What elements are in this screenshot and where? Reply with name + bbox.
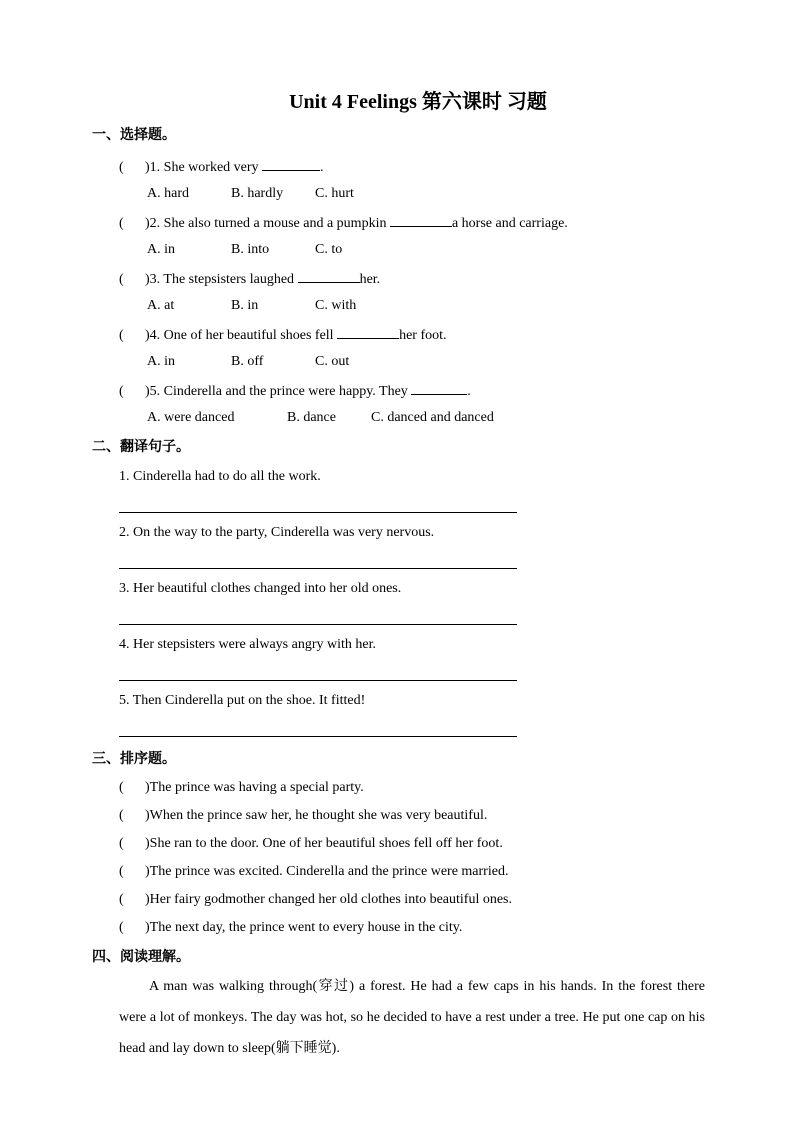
option-a: A. at: [147, 298, 175, 313]
order-item-text: When the prince saw her, he thought she was very beautiful.: [149, 808, 488, 823]
option-c: C. hurt: [315, 186, 354, 201]
translate-sentence-5: 5. Then Cinderella put on the shoe. It fitted!: [119, 693, 366, 708]
question-text-end: a horse and carriage.: [451, 216, 568, 231]
answer-paren-close: ): [145, 216, 150, 231]
answer-blank[interactable]: [262, 158, 320, 171]
answer-paren-close: ): [145, 892, 150, 907]
order-item-3: [119, 836, 503, 852]
answer-line[interactable]: [119, 568, 517, 569]
question-text-end: her.: [359, 272, 381, 287]
question-text-end: .: [467, 384, 471, 399]
answer-paren-open: (: [119, 384, 124, 399]
option-a: A. in: [147, 242, 175, 257]
answer-paren-open: (: [119, 864, 124, 879]
option-c: C. to: [315, 242, 343, 257]
answer-blank[interactable]: [411, 382, 467, 395]
answer-paren-open: (: [119, 216, 124, 231]
mc-question-2: [119, 214, 568, 232]
answer-paren-open: (: [119, 808, 124, 823]
answer-paren-open: (: [119, 780, 124, 795]
option-c: C. with: [315, 298, 357, 313]
mc-question-5: [119, 382, 471, 400]
mc-question-4: [119, 326, 447, 344]
mc-question-3: [119, 270, 380, 288]
section-3-heading: 三、排序题。: [92, 752, 176, 767]
answer-paren-close: ): [145, 780, 150, 795]
question-text-end: .: [320, 160, 324, 175]
answer-paren-close: ): [145, 864, 150, 879]
option-a: A. in: [147, 354, 175, 369]
answer-paren-close: ): [145, 272, 150, 287]
passage-paragraph: A man was walking through(穿过) a forest. He had a few caps in his hands. In the forest there were a lot of monkeys. The day was hot, so he decided to have a rest under a tree. He put one cap on his head and lay down to sleep(躺下睡觉).: [119, 979, 705, 1056]
option-a: A. were danced: [147, 410, 235, 425]
mc-question-1: [119, 158, 324, 176]
answer-paren-close: ): [145, 328, 150, 343]
question-text: 2. She also turned a mouse and a pumpkin: [149, 216, 390, 231]
translate-sentence-3: 3. Her beautiful clothes changed into her old ones.: [119, 581, 402, 596]
answer-paren-open: (: [119, 836, 124, 851]
answer-line[interactable]: [119, 680, 517, 681]
question-text: 3. The stepsisters laughed: [149, 272, 298, 287]
answer-line[interactable]: [119, 624, 517, 625]
answer-blank[interactable]: [337, 326, 399, 339]
answer-paren-close: ): [145, 808, 150, 823]
order-item-2: [119, 808, 487, 824]
answer-line[interactable]: [119, 736, 517, 737]
answer-paren-open: (: [119, 160, 124, 175]
order-item-4: [119, 864, 508, 880]
order-item-1: [119, 780, 364, 796]
answer-paren-open: (: [119, 920, 124, 935]
page-title: Unit 4 Feelings 第六课时 习题: [289, 91, 547, 113]
answer-paren-close: ): [145, 384, 150, 399]
answer-paren-open: (: [119, 892, 124, 907]
order-item-text: She ran to the door. One of her beautiful shoes fell off her foot.: [149, 836, 503, 851]
answer-paren-close: ): [145, 920, 150, 935]
question-text: 1. She worked very: [149, 160, 263, 175]
option-b: B. hardly: [231, 186, 284, 201]
order-item-6: [119, 920, 462, 936]
answer-blank[interactable]: [298, 270, 360, 283]
section-2-heading: 二、翻译句子。: [92, 440, 190, 455]
section-4-heading: 四、阅读理解。: [92, 950, 190, 965]
answer-blank[interactable]: [390, 214, 452, 227]
order-item-text: The prince was excited. Cinderella and the prince were married.: [149, 864, 509, 879]
question-text: 4. One of her beautiful shoes fell: [149, 328, 338, 343]
translate-sentence-2: 2. On the way to the party, Cinderella was very nervous.: [119, 525, 435, 540]
translate-sentence-1: 1. Cinderella had to do all the work.: [119, 469, 321, 484]
option-c: C. danced and danced: [371, 410, 494, 425]
answer-paren-close: ): [145, 160, 150, 175]
order-item-text: The prince was having a special party.: [149, 780, 364, 795]
answer-line[interactable]: [119, 512, 517, 513]
section-1-heading: 一、选择题。: [92, 128, 176, 143]
translate-sentence-4: 4. Her stepsisters were always angry with her.: [119, 637, 376, 652]
answer-paren-open: (: [119, 328, 124, 343]
order-item-text: Her fairy godmother changed her old clothes into beautiful ones.: [149, 892, 513, 907]
question-text: 5. Cinderella and the prince were happy. They: [149, 384, 412, 399]
option-b: B. off: [231, 354, 264, 369]
answer-paren-close: ): [145, 836, 150, 851]
option-b: B. in: [231, 298, 259, 313]
option-b: B. into: [231, 242, 270, 257]
option-c: C. out: [315, 354, 350, 369]
order-item-text: The next day, the prince went to every house in the city.: [149, 920, 463, 935]
option-a: A. hard: [147, 186, 189, 201]
reading-passage: [119, 971, 705, 1064]
option-b: B. dance: [287, 410, 336, 425]
answer-paren-open: (: [119, 272, 124, 287]
question-text-end: her foot.: [399, 328, 447, 343]
order-item-5: [119, 892, 512, 908]
